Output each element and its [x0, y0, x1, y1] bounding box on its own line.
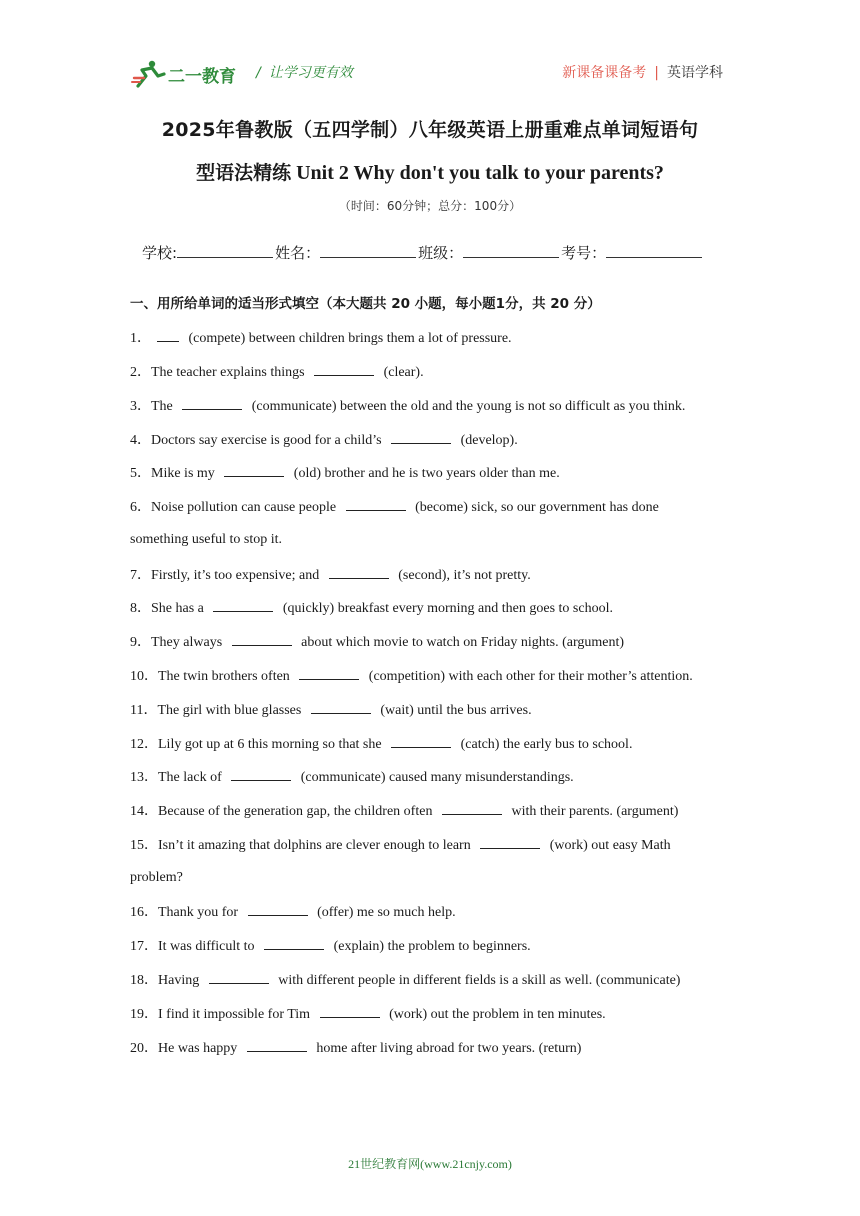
- question-text: 1．: [130, 331, 151, 346]
- question-text-after: (develop).: [457, 433, 518, 448]
- class-blank[interactable]: [463, 243, 559, 258]
- answer-blank[interactable]: [299, 666, 359, 680]
- question-text-after: (explain) the problem to beginners.: [330, 939, 531, 954]
- question-line: [130, 430, 518, 450]
- question-text: 15．Isn’t it amazing that dolphins are clever enough to learn: [130, 838, 475, 853]
- question-text: 10．The twin brothers often: [130, 669, 294, 684]
- document-title-line1: 2025年鲁教版（五四学制）八年级英语上册重难点单词短语句: [161, 119, 699, 141]
- answer-blank[interactable]: [391, 430, 451, 444]
- question-line: [130, 666, 693, 686]
- answer-blank[interactable]: [209, 970, 269, 984]
- question-text: 17．It was difficult to: [130, 939, 259, 954]
- question-text-after: home after living abroad for two years. (return): [312, 1041, 582, 1056]
- page-header: [0, 0, 860, 96]
- title-line2-chinese: 型语法精练: [196, 162, 292, 184]
- answer-blank[interactable]: [232, 632, 292, 646]
- question-line: [130, 598, 613, 618]
- question-text-after: (clear).: [380, 365, 424, 380]
- answer-blank[interactable]: [391, 734, 451, 748]
- slogan-text: 让学习更有效: [268, 65, 353, 81]
- answer-blank[interactable]: [480, 835, 540, 849]
- document-title-line2: [0, 158, 860, 185]
- question-text-after: about which movie to watch on Friday nights. (argument): [297, 635, 625, 650]
- question-text-after: (communicate) between the old and the young is not so difficult as you think.: [248, 399, 686, 414]
- name-blank[interactable]: [320, 243, 416, 258]
- student-info-row: [142, 242, 704, 263]
- question-text: problem?: [130, 870, 183, 885]
- question-text: 9．They always: [130, 635, 226, 650]
- question-text: 4．Doctors say exercise is good for a child’s: [130, 433, 386, 448]
- question-text: 2．The teacher explains things: [130, 365, 309, 380]
- slogan-separator: /: [256, 65, 261, 81]
- question-text-after: (old) brother and he is two years older than me.: [290, 466, 560, 481]
- slogan: [256, 62, 353, 82]
- question-text-after: (work) out the problem in ten minutes.: [385, 1007, 606, 1022]
- question-line: [130, 734, 632, 754]
- question-text-after: with their parents. (argument): [507, 804, 679, 819]
- question-text: 3．The: [130, 399, 177, 414]
- question-text-after: (offer) me so much help.: [313, 905, 456, 920]
- question-text: something useful to stop it.: [130, 532, 283, 547]
- question-text-after: (compete) between children brings them a lot of pressure.: [185, 331, 512, 346]
- name-label: 姓名：: [275, 244, 321, 262]
- question-line: [130, 531, 282, 549]
- question-text: 16．Thank you for: [130, 905, 242, 920]
- question-line: [130, 801, 678, 821]
- question-text: 7．Firstly, it’s too expensive; and: [130, 568, 323, 583]
- header-right: [562, 62, 723, 82]
- question-line: [130, 463, 560, 483]
- question-text-after: (become) sick, so our government has done: [411, 500, 659, 515]
- header-separator: |: [654, 65, 659, 81]
- answer-blank[interactable]: [320, 1004, 380, 1018]
- question-text-after: (communicate) caused many misunderstandings.: [297, 770, 574, 785]
- answer-blank[interactable]: [311, 700, 371, 714]
- question-line: [130, 632, 624, 652]
- answer-blank[interactable]: [314, 362, 374, 376]
- answer-blank[interactable]: [247, 1038, 307, 1052]
- number-label: 考号：: [561, 244, 607, 262]
- question-text-after: with different people in different fields is a skill as well. (communicate): [274, 973, 681, 988]
- answer-blank[interactable]: [157, 328, 179, 342]
- question-line: [130, 565, 531, 585]
- question-line: [130, 1038, 581, 1058]
- header-right-text: 新课备课备考: [562, 65, 647, 81]
- question-text-after: (work) out easy Math: [546, 838, 671, 853]
- question-line: [130, 767, 574, 787]
- question-text: 20．He was happy: [130, 1041, 241, 1056]
- question-text: 11．The girl with blue glasses: [130, 703, 305, 718]
- section-heading: 一、用所给单词的适当形式填空（本大题共 20 小题，每小题1分，共 20 分）: [130, 296, 601, 312]
- question-line: [130, 936, 531, 956]
- question-text-after: (quickly) breakfast every morning and then goes to school.: [279, 601, 613, 616]
- question-text-after: (wait) until the bus arrives.: [376, 703, 532, 718]
- question-text-after: (catch) the early bus to school.: [457, 737, 633, 752]
- question-line: [130, 869, 183, 887]
- svg-text:二一教育: 二一教育: [168, 67, 236, 87]
- question-line: [130, 902, 456, 922]
- answer-blank[interactable]: [346, 497, 406, 511]
- answer-blank[interactable]: [442, 801, 502, 815]
- question-line: [130, 700, 532, 720]
- logo: [130, 56, 242, 90]
- number-blank[interactable]: [606, 243, 702, 258]
- question-line: [130, 497, 659, 517]
- school-label: 学校:: [142, 244, 178, 262]
- question-text: 19．I find it impossible for Tim: [130, 1007, 314, 1022]
- question-text-after: (competition) with each other for their mother’s attention.: [365, 669, 693, 684]
- question-line: [130, 970, 680, 990]
- question-line: [130, 1004, 606, 1024]
- question-line: [130, 362, 424, 382]
- question-text: 18．Having: [130, 973, 203, 988]
- question-text: 13．The lack of: [130, 770, 226, 785]
- question-text: 8．She has a: [130, 601, 208, 616]
- answer-blank[interactable]: [182, 396, 242, 410]
- answer-blank[interactable]: [213, 598, 273, 612]
- answer-blank[interactable]: [248, 902, 308, 916]
- question-line: [130, 835, 671, 855]
- question-text-after: (second), it’s not pretty.: [394, 568, 531, 583]
- answer-blank[interactable]: [264, 936, 324, 950]
- header-subject: 英语学科: [667, 65, 723, 81]
- question-text: 12．Lily got up at 6 this morning so that she: [130, 737, 386, 752]
- question-line: [130, 328, 512, 348]
- question-text: 6．Noise pollution can cause people: [130, 500, 340, 515]
- answer-blank[interactable]: [231, 767, 291, 781]
- title-line2-english: Unit 2 Why don't you talk to your parents?: [291, 162, 664, 184]
- class-label: 班级：: [418, 244, 464, 262]
- question-text: 5．Mike is my: [130, 466, 219, 481]
- answer-blank[interactable]: [329, 565, 389, 579]
- question-line: [130, 396, 685, 416]
- page-footer: 21世纪教育网(www.21cnjy.com): [348, 1157, 512, 1171]
- question-text: 14．Because of the generation gap, the children often: [130, 804, 436, 819]
- answer-blank[interactable]: [224, 463, 284, 477]
- exam-meta: （时间：60分钟；总分：100分）: [338, 199, 522, 213]
- school-blank[interactable]: [177, 243, 273, 258]
